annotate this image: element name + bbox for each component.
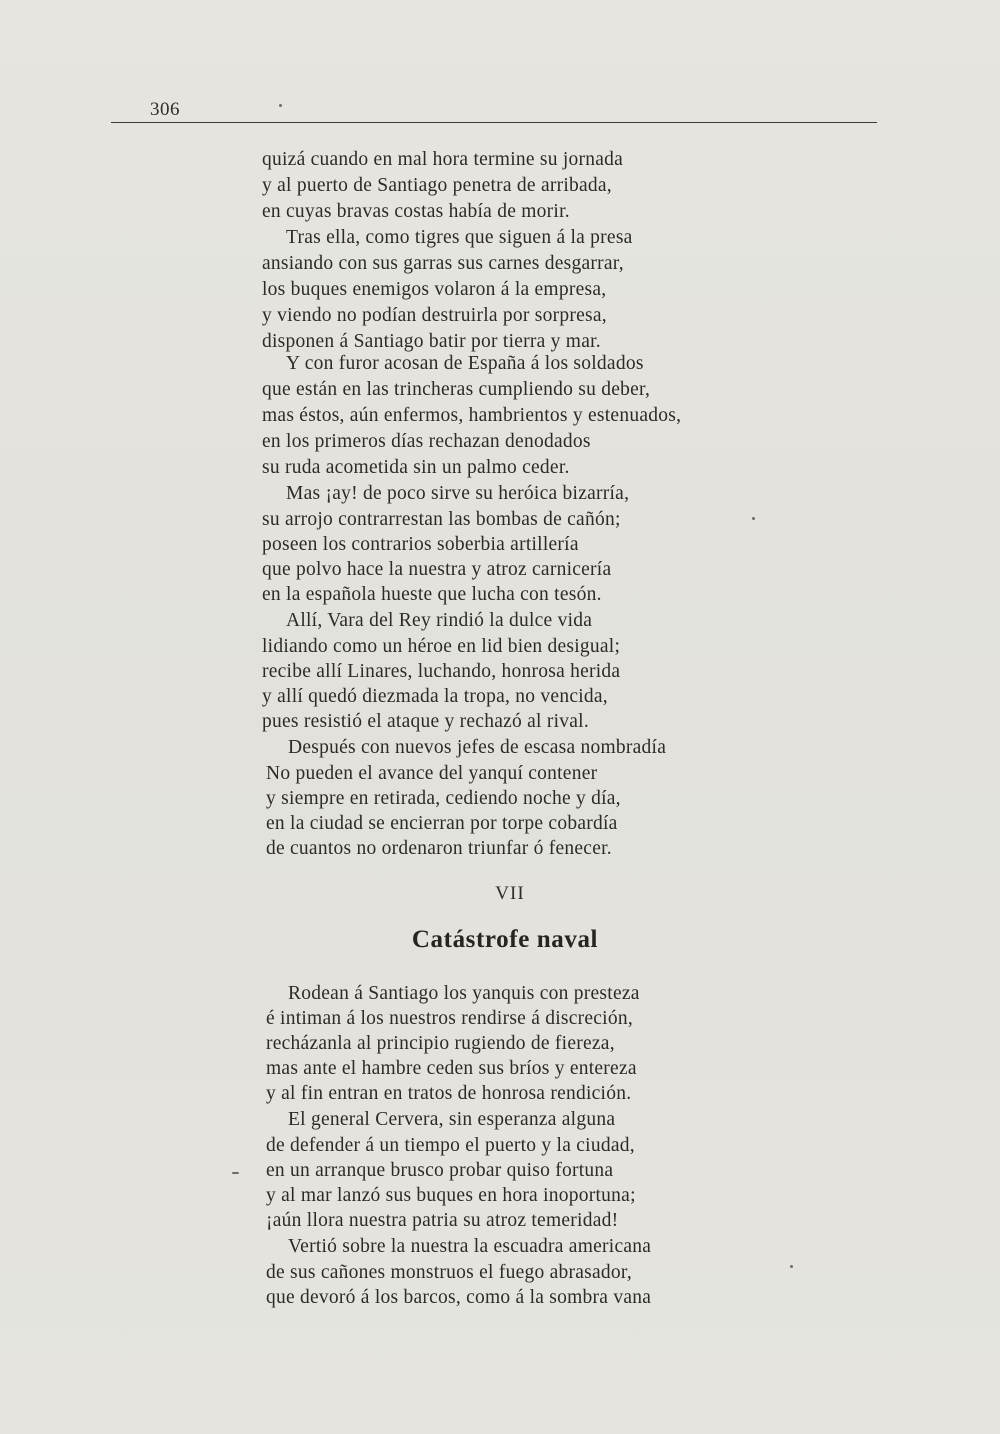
verse-line: No pueden el avance del yanquí contener xyxy=(266,763,598,784)
verse-line: Rodean á Santiago los yanquis con presteza xyxy=(288,983,640,1004)
verse-line: ansiando con sus garras sus carnes desgarrar, xyxy=(262,253,624,274)
section-number: VII xyxy=(495,883,525,904)
header-rule xyxy=(111,122,877,123)
verse-line: Allí, Vara del Rey rindió la dulce vida xyxy=(286,610,593,631)
verse-line: los buques enemigos volaron á la empresa, xyxy=(262,279,607,300)
verse-line: Vertió sobre la nuestra la escuadra americana xyxy=(288,1236,652,1257)
verse-line: su ruda acometida sin un palmo ceder. xyxy=(262,457,570,478)
verse-line: y allí quedó diezmada la tropa, no vencida, xyxy=(262,686,608,707)
verse-line: é intiman á los nuestros rendirse á discreción, xyxy=(266,1008,633,1029)
verse-line: Mas ¡ay! de poco sirve su heróica bizarría, xyxy=(286,483,630,504)
verse-line: El general Cervera, sin esperanza alguna xyxy=(288,1109,616,1130)
verse-line: y al mar lanzó sus buques en hora inoportuna; xyxy=(266,1185,636,1206)
verse-line: en un arranque brusco probar quiso fortuna xyxy=(266,1160,614,1181)
verse-line: en los primeros días rechazan denodados xyxy=(262,431,591,452)
verse-line: de cuantos no ordenaron triunfar ó fenecer. xyxy=(266,838,612,859)
verse-line: de defender á un tiempo el puerto y la ciudad, xyxy=(266,1135,635,1156)
scan-speck xyxy=(279,104,282,107)
verse-line: de sus cañones monstruos el fuego abrasador, xyxy=(266,1262,632,1283)
verse-line: quizá cuando en mal hora termine su jornada xyxy=(262,149,624,170)
verse-line: que devoró á los barcos, como á la sombra vana xyxy=(266,1287,652,1308)
verse-line: en la ciudad se encierran por torpe cobardía xyxy=(266,813,618,834)
scan-speck xyxy=(790,1265,793,1268)
verse-line: Tras ella, como tigres que siguen á la presa xyxy=(286,227,633,248)
verse-line: mas éstos, aún enfermos, hambrientos y estenuados, xyxy=(262,405,682,426)
verse-line: que polvo hace la nuestra y atroz carnicería xyxy=(262,559,612,580)
verse-line: pues resistió el ataque y rechazó al rival. xyxy=(262,711,589,732)
verse-line: y al fin entran en tratos de honrosa rendición. xyxy=(266,1083,632,1104)
verse-line: Y con furor acosan de España á los soldados xyxy=(286,353,644,374)
verse-line: lidiando como un héroe en lid bien desigual; xyxy=(262,636,621,657)
verse-line: y al puerto de Santiago penetra de arribada, xyxy=(262,175,612,196)
scan-speck xyxy=(752,517,755,520)
verse-line: mas ante el hambre ceden sus bríos y entereza xyxy=(266,1058,637,1079)
page-number: 306 xyxy=(150,99,180,120)
verse-line: y siempre en retirada, cediendo noche y día, xyxy=(266,788,621,809)
verse-line: y viendo no podían destruirla por sorpresa, xyxy=(262,305,607,326)
verse-line: su arrojo contrarrestan las bombas de cañón; xyxy=(262,509,621,530)
verse-line: recházanla al principio rugiendo de fiereza, xyxy=(266,1033,615,1054)
verse-line: Después con nuevos jefes de escasa nombradía xyxy=(288,737,667,758)
verse-line: ¡aún llora nuestra patria su atroz temeridad! xyxy=(266,1210,619,1231)
verse-line: recibe allí Linares, luchando, honrosa herida xyxy=(262,661,621,682)
verse-line: en cuyas bravas costas había de morir. xyxy=(262,201,570,222)
scan-speck xyxy=(232,1172,239,1174)
verse-line: disponen á Santiago batir por tierra y mar. xyxy=(262,331,601,352)
verse-line: poseen los contrarios soberbia artillería xyxy=(262,534,579,555)
verse-line: en la española hueste que lucha con tesón. xyxy=(262,584,602,605)
section-title: Catástrofe naval xyxy=(411,926,599,953)
verse-line: que están en las trincheras cumpliendo su deber, xyxy=(262,379,651,400)
